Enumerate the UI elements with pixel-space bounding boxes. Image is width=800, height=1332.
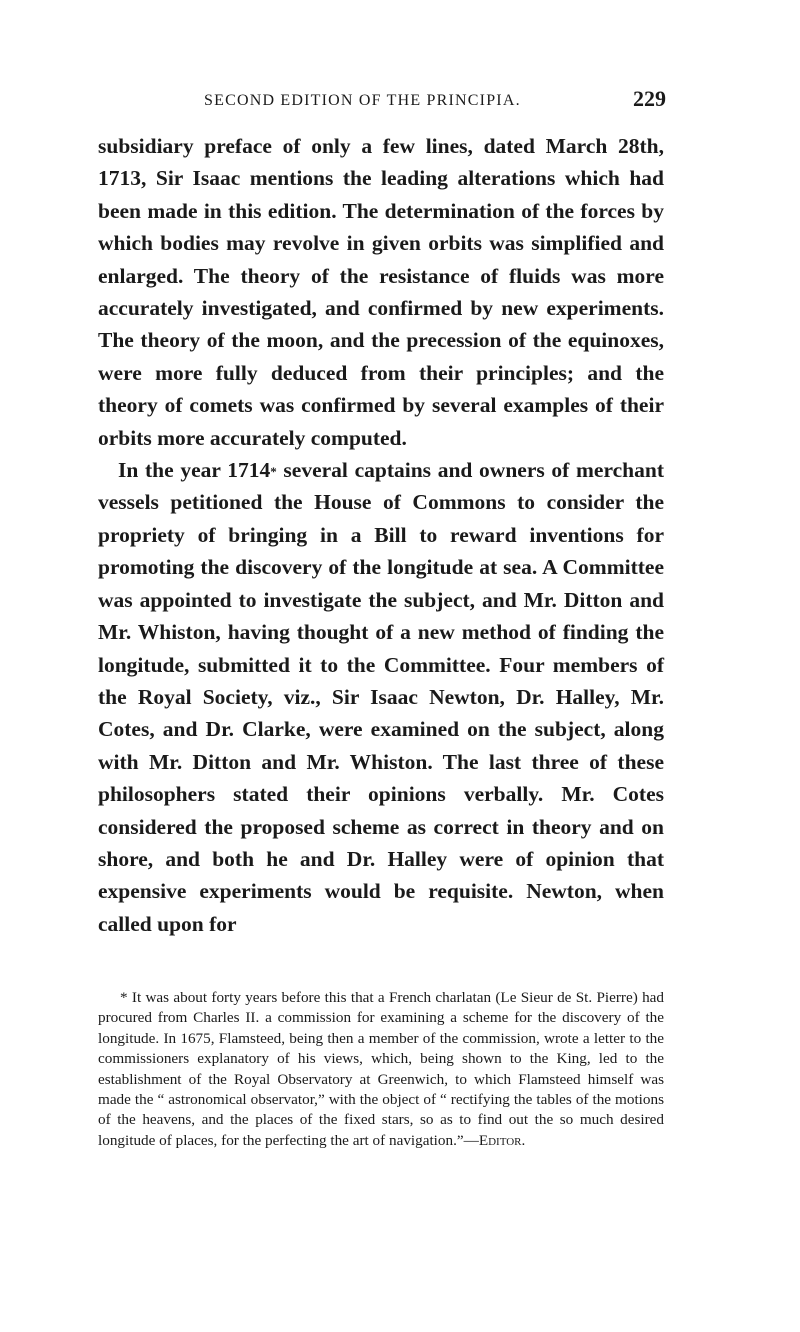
footnote-paragraph xyxy=(98,988,664,1151)
footnote-marker: * xyxy=(270,464,277,480)
page-number: 229 xyxy=(633,86,666,111)
paragraph-text: In the year 1714 xyxy=(118,458,271,483)
footnote-signature: Editor. xyxy=(478,1131,526,1149)
page-header xyxy=(98,86,664,116)
running-head: SECOND EDITION OF THE PRINCIPIA. xyxy=(204,92,521,109)
footnote xyxy=(98,988,664,1151)
body-text xyxy=(98,130,664,940)
paragraph xyxy=(98,454,664,940)
paragraph-text: several captains and owners of merchant vessels petitioned the House of Commons to consider the propriety of bringing in a Bill to reward inventions for promoting the discovery of the longitude at sea. A Committee was appointed to investigate the subject, and Mr. Ditton and Mr. Whiston, having thought of a new method of finding the longitude, submitted it to the Committee. Four members of the Royal Society, viz., Sir Isaac Newton, Dr. Halley, Mr. Cotes, and Dr. Clarke, were examined on the subject, along with Mr. Ditton and Mr. Whiston. The last three of these philosophers stated their opinions verbally. Mr. Cotes considered the proposed scheme as correct in theory and on shore, and both he and Dr. Halley were of opinion that expensive experiments would be requisite. Newton, when called upon for xyxy=(98,458,664,936)
footnote-text: * It was about forty years before this that a French charlatan (Le Sieur de St. Pierre) had procured from Charles II. a commission for examining a scheme for the discovery of the longitude. In 1675, Flamsteed, being then a member of the commission, wrote a letter to the commissioners explanatory of his views, which, being shown to the King, led to the establishment of the Royal Observatory at Greenwich, to which Flamsteed himself was made the “ astronomical observator,” with the object of “ rectifying the tables of the motions of the heavens, and the places of the fixed stars, so as to find out the so much desired longitude of places, for the perfecting the art of navigation.”— xyxy=(98,989,664,1149)
paragraph: subsidiary preface of only a few lines, dated March 28th, 1713, Sir Isaac mentions the leading alterations which had been made in this edition. The determination of the forces by which bodies may revolve in given orbits was simplified and enlarged. The theory of the resistance of fluids was more accurately investigated, and confirmed by new experiments. The theory of the moon, and the precession of the equinoxes, were more fully deduced from their principles; and the theory of comets was confirmed by several examples of their orbits more accurately computed. xyxy=(98,134,664,450)
